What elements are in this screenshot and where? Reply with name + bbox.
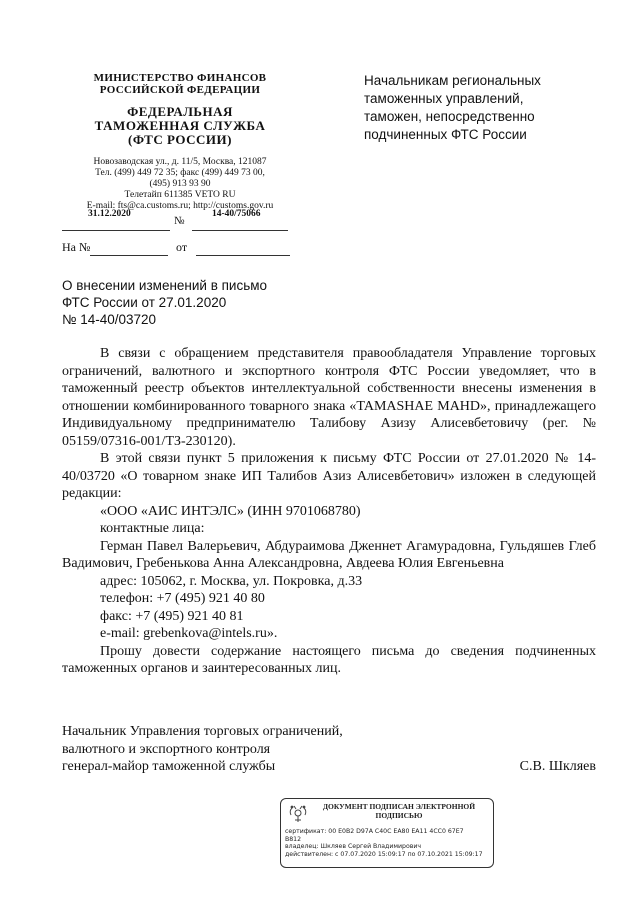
subject-line: О внесении изменений в письмо [62, 278, 268, 293]
phone-line: Тел. (499) 449 72 35; факс (499) 449 73 00, [95, 168, 265, 178]
registration-number: 14-40/75066 [212, 209, 261, 219]
stamp-title: ДОКУМЕНТ ПОДПИСАН ЭЛЕКТРОННОЙ ПОДПИСЬЮ [322, 802, 476, 820]
owner-line: владелец: Шкляев Сергей Владимирович [285, 843, 422, 851]
validity-line: действителен: с 07.07.2020 15:09:17 по 07.10.2021 15:09:17 [285, 850, 483, 858]
contacts-label: контактные лица: [100, 521, 205, 536]
signatory-position: генерал-майор таможенной службы [62, 759, 276, 774]
divider [192, 230, 288, 231]
letter-body [62, 345, 596, 678]
signature-block [62, 723, 596, 776]
certificate-line: сертификат: 00 E0B2 D97A C40C EA80 EA11 4CC0 67E7 [285, 828, 464, 835]
ministry-line: МИНИСТЕРСТВО ФИНАНСОВ [93, 72, 267, 84]
signatory-position: валютного и экспортного контроля [62, 741, 271, 757]
agency-contacts [60, 157, 300, 212]
reference-date-label: от [176, 240, 188, 254]
paragraph: В этой связи пункт 5 приложения к письму ФТС России от 27.01.2020 № 14-40/03720 «О товарном знаке ИП Талибов Азиз Алисевбетович» изложен в следующей редакции: [62, 451, 596, 501]
registration-date: 31.12.2020 [88, 209, 131, 219]
email-line: e-mail: grebenkova@intels.ru». [100, 626, 278, 641]
agency-line: (ФТС РОССИИ) [128, 132, 232, 147]
number-sign: № [174, 215, 185, 227]
paragraph: Прошу довести содержание настоящего письма до сведения подчиненных таможенных органов и заинтересованных лиц. [62, 643, 596, 676]
address-line: адрес: 105062, г. Москва, ул. Покровка, д.33 [100, 573, 363, 589]
subject-line: № 14-40/03720 [62, 312, 157, 327]
electronic-signature-stamp [280, 798, 494, 868]
ministry-name [60, 72, 300, 96]
address-line: Новозаводская ул., д. 11/5, Москва, 121087 [93, 157, 267, 167]
reference-number-label: На № [62, 240, 91, 254]
state-emblem-icon [287, 802, 309, 824]
subject-block [62, 277, 322, 328]
teletype-line: Телетайп 611385 VETO RU [124, 190, 236, 200]
phone-line: телефон: +7 (495) 921 40 80 [100, 591, 265, 606]
fax-line: факс: +7 (495) 921 40 81 [100, 608, 244, 624]
registration-row [62, 209, 302, 233]
divider [90, 255, 168, 256]
recipient-line: Начальникам региональных [364, 73, 541, 88]
letterhead [60, 72, 300, 212]
certificate-line: B812 [285, 835, 302, 843]
agency-line: ФЕДЕРАЛЬНАЯ [127, 104, 233, 119]
signatory-name: С.В. Шкляев [519, 759, 596, 774]
ministry-line: РОССИЙСКОЙ ФЕДЕРАЦИИ [99, 84, 261, 96]
recipient-line: подчиненных ФТС России [364, 127, 527, 142]
subject-line: ФТС России от 27.01.2020 [62, 295, 227, 310]
company-line: «ООО «АИС ИНТЭЛС» (ИНН 9701068780) [100, 503, 361, 519]
recipient-line: таможенных управлений, [364, 91, 524, 106]
stamp-details [285, 828, 489, 858]
recipient-block [364, 72, 594, 144]
phone-line: (495) 913 93 90 [149, 179, 211, 189]
divider [62, 230, 170, 231]
agency-name [60, 105, 300, 147]
divider [196, 255, 290, 256]
email-line: E-mail: fts@ca.customs.ru; http://customs.gov.ru [86, 201, 274, 211]
contacts-list: Герман Павел Валерьевич, Абдураимова Дженнет Агамурадовна, Гульдяшев Глеб Вадимович, Гребенькова Анна Александровна, Авдеева Юлия Евгеньевна [62, 538, 596, 571]
signatory-position: Начальник Управления торговых ограничений, [62, 724, 343, 739]
paragraph: В связи с обращением представителя правообладателя Управление торговых ограничений, валютного и экспортного контроля ФТС России уведомляет, что в таможенный реестр объектов интеллектуальной собственности внесены изменения в отношении комбинированного товарного знака «TAMASHAE MAHD», принадлежащего Индивидуальному предпринимателю Талибову Азизу Алисевбетовичу (рег. № 05159/07316-001/ТЗ-230120). [62, 346, 596, 449]
agency-line: ТАМОЖЕННАЯ СЛУЖБА [94, 118, 266, 133]
recipient-line: таможен, непосредственно [364, 109, 535, 124]
reference-row [62, 240, 302, 258]
